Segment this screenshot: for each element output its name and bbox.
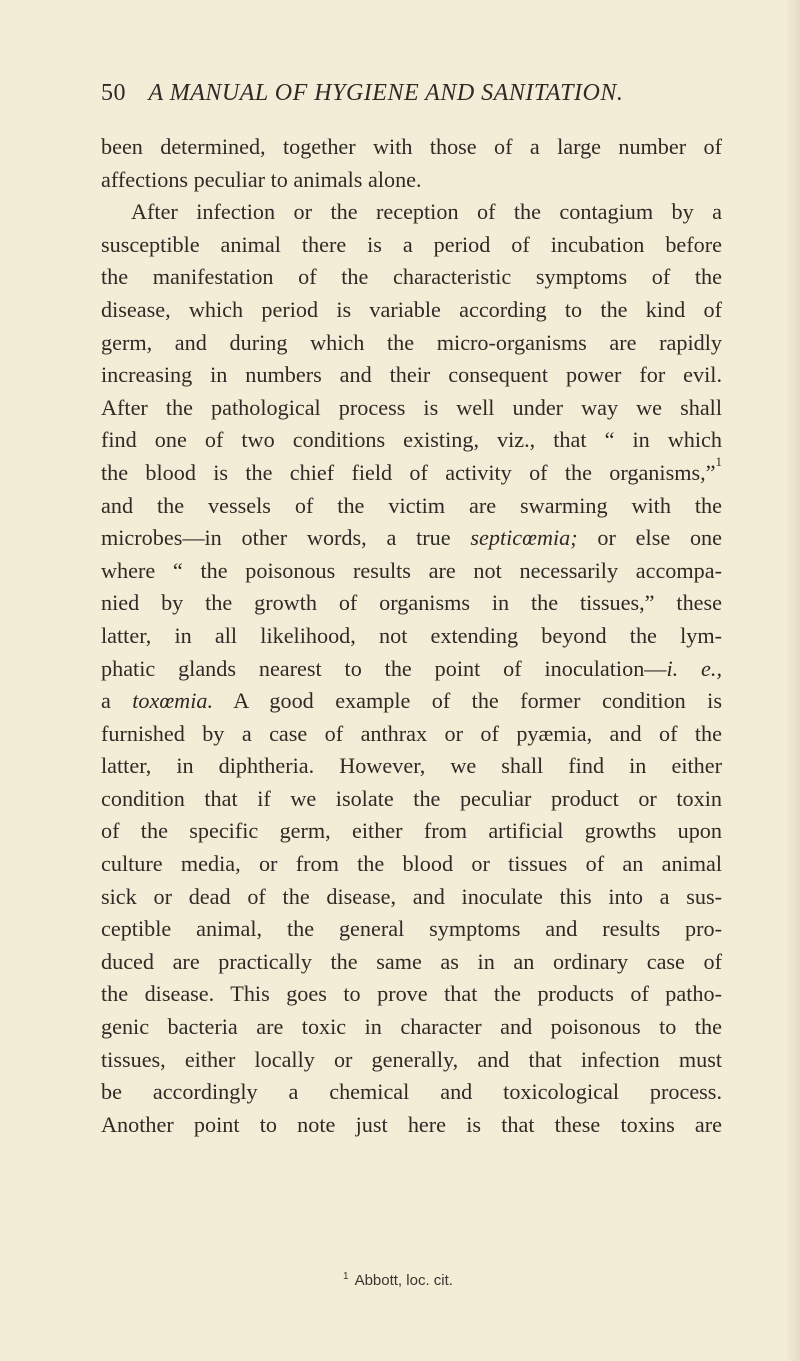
text-line: the manifestation of the characteristic symptoms of the [101,264,722,290]
text-line: germ, and during which the micro-organisms are rapidly [101,329,722,355]
text-line: culture media, or from the blood or tissues of an animal [101,851,722,877]
text-line: where “ the poisonous results are not necessarily accompa- [101,557,722,583]
text-line [101,685,722,718]
text-line: find one of two conditions existing, viz., that “ in which [101,427,722,453]
footnote-text: Abbott, loc. cit. [354,1272,453,1289]
text-line: disease, which period is variable according to the kind of [101,296,722,322]
text-line: Another point to note just here is that these toxins are [101,1111,722,1137]
text-line: affections peculiar to animals alone. [101,166,422,192]
text-line: be accordingly a chemical and toxicological process. [101,1079,722,1105]
italic-term: septicœmia; [470,525,578,551]
footnote [343,1271,453,1289]
text-line: of the specific germ, either from artificial growths upon [101,818,722,844]
footnote-marker: 1 [343,1271,349,1282]
text-line: condition that if we isolate the peculiar product or toxin [101,785,722,811]
text-line: ceptible animal, the general symptoms and results pro- [101,916,722,942]
running-head [101,80,721,107]
text-line: genic bacteria are toxic in character and poisonous to the [101,1014,722,1040]
text-span: phatic glands nearest to the point of inoculation— [101,655,667,681]
text-span: A good example of the former condition is [213,688,722,714]
text-span: microbes—in other words, a true [101,525,471,551]
text-line: latter, in diphtheria. However, we shall find in either [101,753,722,779]
text-line: nied by the growth of organisms in the tissues,” these [101,590,722,616]
text-span: the blood is the chief field of activity of the organisms,” [101,459,716,485]
text-line: After the pathological process is well under way we shall [101,394,722,420]
text-line: duced are practically the same as in an ordinary case of [101,948,722,974]
page-edge-shadow [786,0,800,1361]
text-line: furnished by a case of anthrax or of pyæmia, and of the [101,720,722,746]
text-span: a [101,688,133,714]
body-text [101,131,722,1141]
text-line [101,522,722,555]
text-line: latter, in all likelihood, not extending beyond the lym- [101,622,722,648]
text-span: or else one [577,525,722,551]
text-line: After infection or the reception of the contagium by a [131,199,722,225]
text-line [101,653,722,686]
text-line: the disease. This goes to prove that the products of patho- [101,981,722,1007]
page-number: 50 [101,80,126,106]
text-line: tissues, either locally or generally, and that infection must [101,1046,722,1072]
italic-term: toxœmia. [132,688,213,714]
text-line: and the vessels of the victim are swarming with the [101,492,722,518]
text-line: been determined, together with those of a large number of [101,134,722,159]
footnote-reference: 1 [715,453,722,469]
text-line [101,453,722,490]
running-title: A MANUAL OF HYGIENE AND SANITATION. [148,80,624,106]
italic-term: i. e., [666,655,723,681]
text-line: sick or dead of the disease, and inoculate this into a sus- [101,883,722,909]
text-line: increasing in numbers and their consequent power for evil. [101,362,722,388]
text-line: susceptible animal there is a period of incubation before [101,231,722,257]
